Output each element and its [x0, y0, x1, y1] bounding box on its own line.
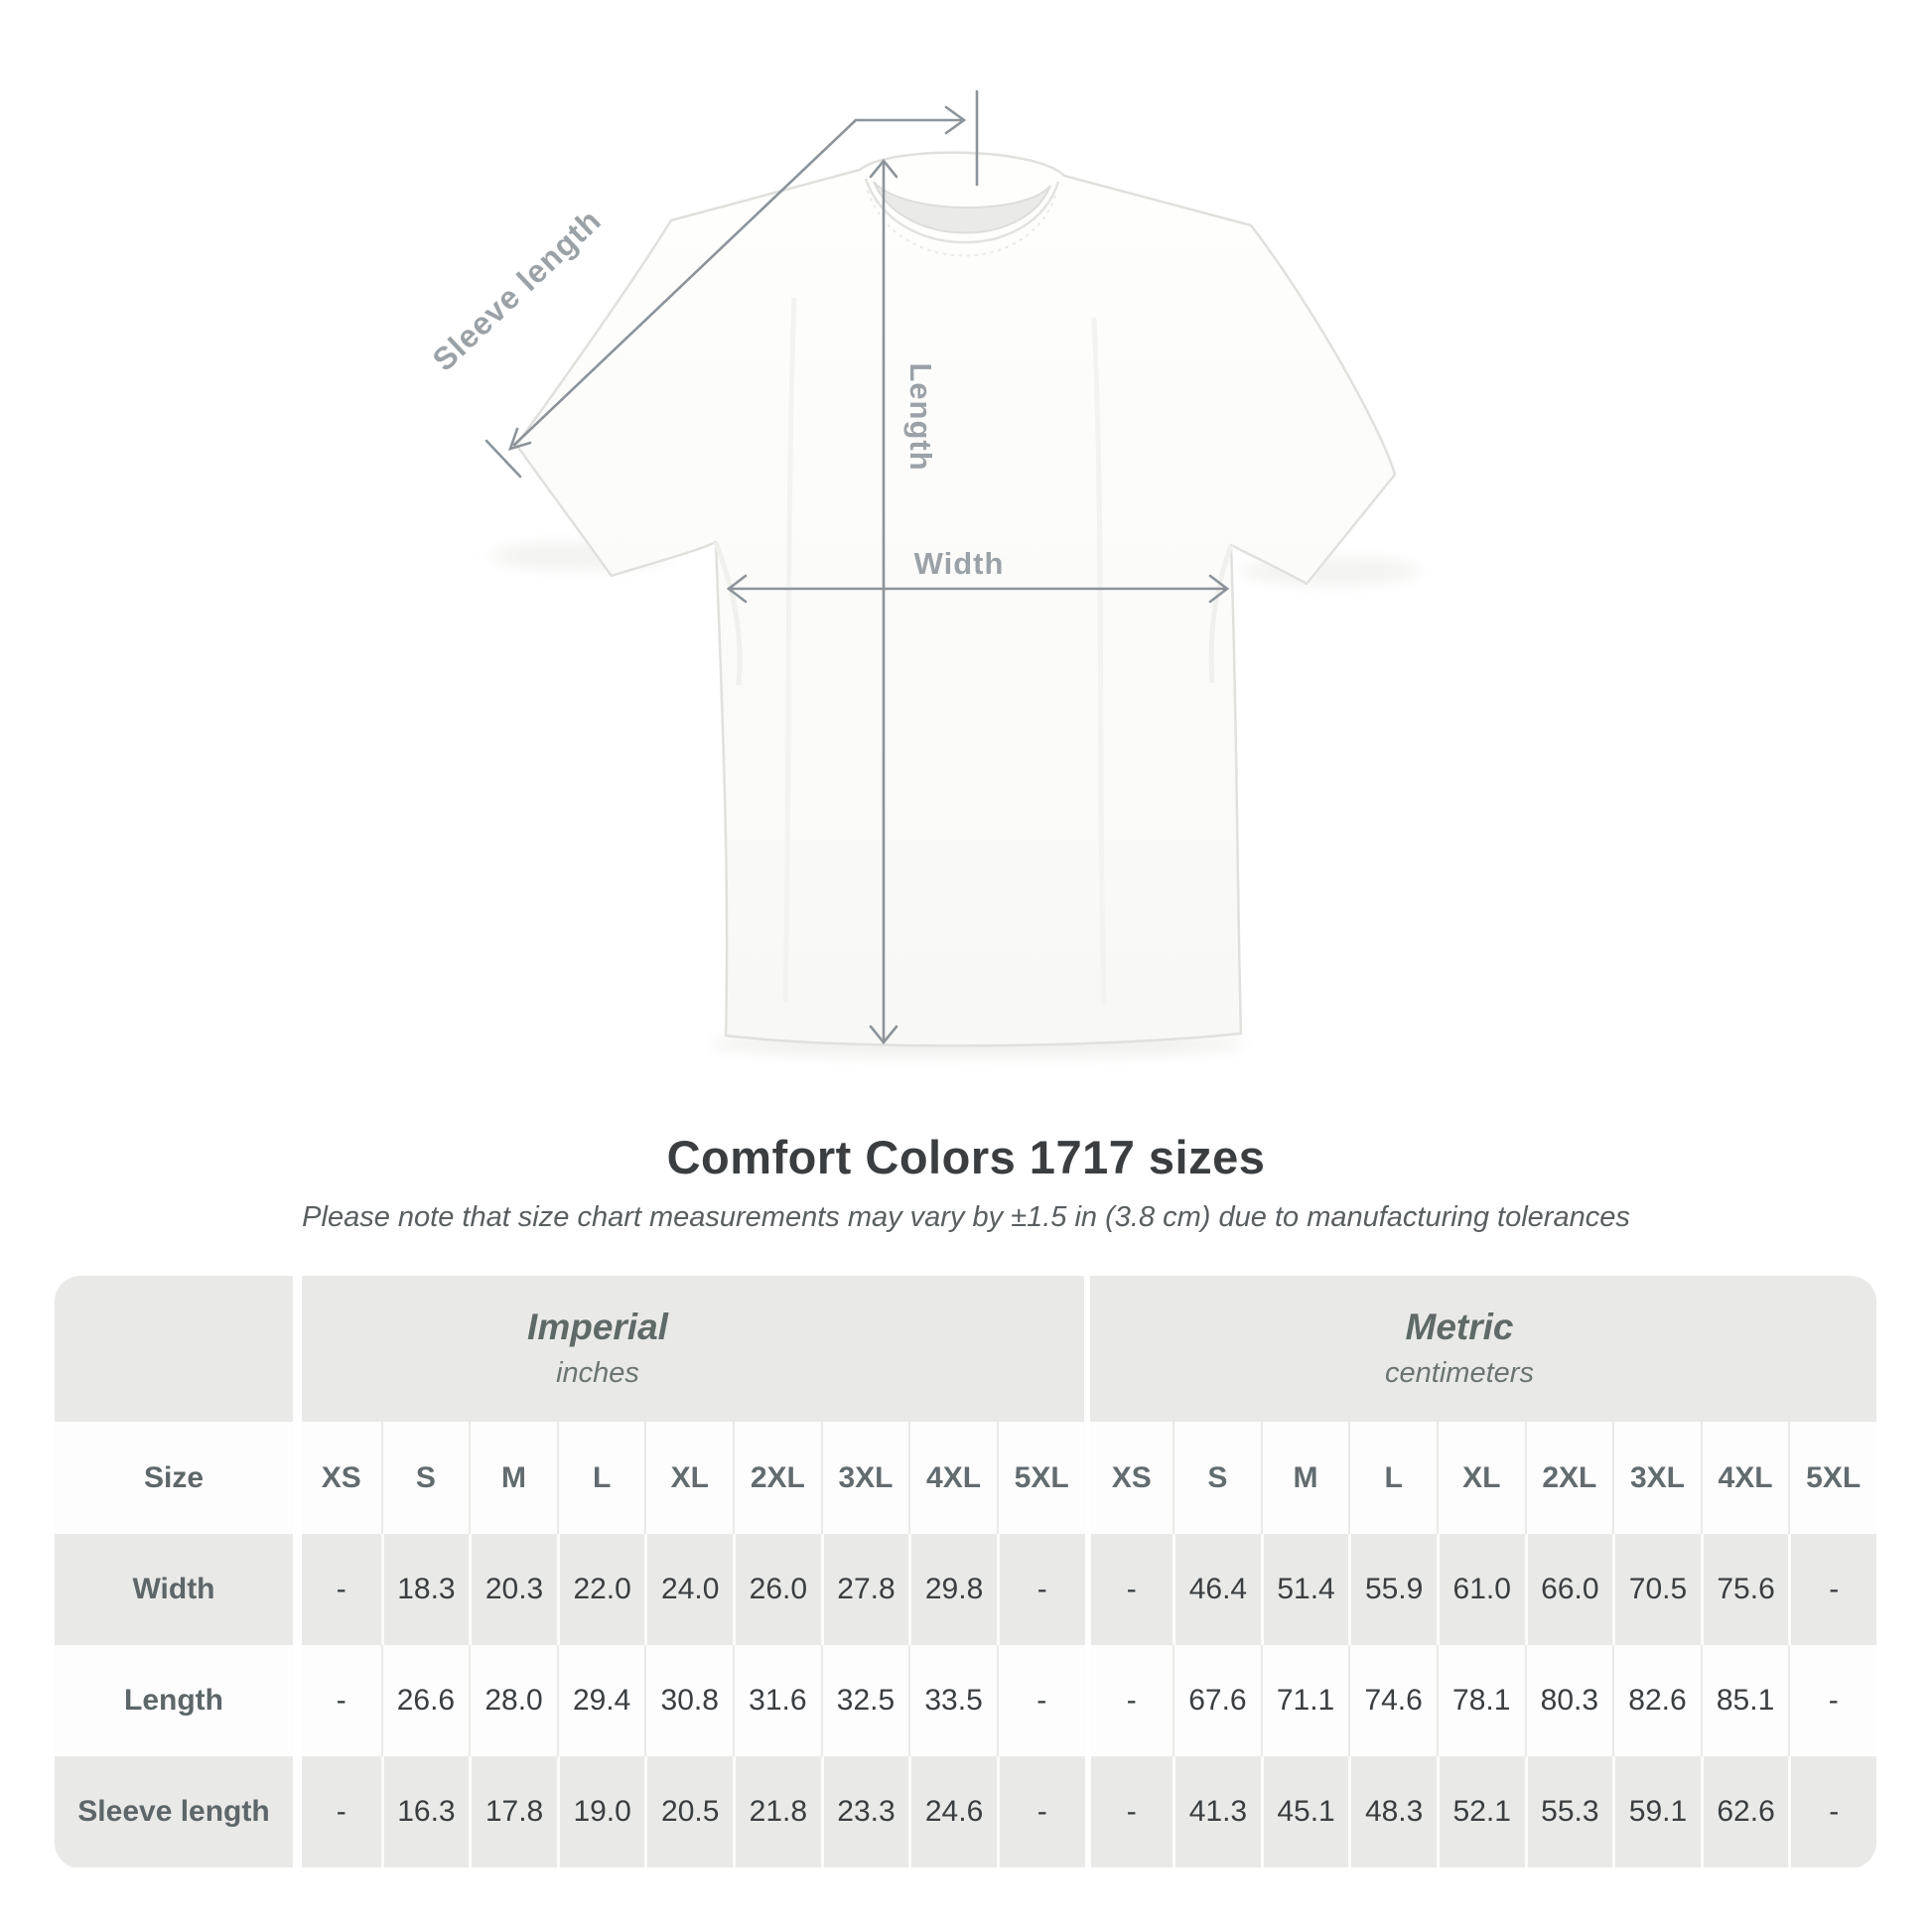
column-header-metric-2xl: 2XL: [1525, 1422, 1613, 1534]
column-header-imperial-l: L: [557, 1422, 645, 1534]
column-header-metric-xs: XS: [1085, 1422, 1173, 1534]
column-header-imperial-2xl: 2XL: [733, 1422, 821, 1534]
value-cell: 41.3: [1173, 1756, 1261, 1867]
value-cell: -: [1085, 1756, 1173, 1867]
width-label: Width: [913, 546, 1005, 581]
value-cell: 74.6: [1348, 1645, 1437, 1756]
value-cell: 33.5: [908, 1645, 997, 1756]
column-header-metric-3xl: 3XL: [1612, 1422, 1701, 1534]
column-header-metric-5xl: 5XL: [1788, 1422, 1876, 1534]
value-cell: 26.0: [733, 1534, 821, 1645]
row-label: Sleeve length: [77, 1795, 270, 1828]
column-header-imperial-4xl: 4XL: [908, 1422, 997, 1534]
value-cell: -: [293, 1534, 381, 1645]
column-header-imperial-s: S: [381, 1422, 470, 1534]
table-row-length: [55, 1645, 1876, 1756]
value-cell: 80.3: [1525, 1645, 1613, 1756]
value-cell: 26.6: [381, 1645, 470, 1756]
value-cell: 62.6: [1701, 1756, 1789, 1867]
table-row-sleeve-length: [55, 1756, 1876, 1867]
value-cell: 27.8: [821, 1534, 909, 1645]
value-cell: 55.9: [1348, 1534, 1437, 1645]
size-column-header: Size: [143, 1460, 205, 1494]
column-header-metric-4xl: 4XL: [1701, 1422, 1789, 1534]
imperial-label: Imperial: [527, 1306, 668, 1347]
value-cell: 55.3: [1525, 1756, 1613, 1867]
value-cell: 66.0: [1525, 1534, 1613, 1645]
value-cell: -: [1788, 1756, 1876, 1867]
value-cell: 78.1: [1437, 1645, 1525, 1756]
row-label: Length: [124, 1684, 223, 1717]
size-table: [55, 1276, 1876, 1868]
column-header-imperial-m: M: [469, 1422, 557, 1534]
metric-label: Metric: [1405, 1306, 1514, 1347]
value-cell: 22.0: [557, 1534, 645, 1645]
value-cell: -: [293, 1645, 381, 1756]
value-cell: 46.4: [1173, 1534, 1261, 1645]
unit-header-spacer: [55, 1276, 293, 1422]
value-cell: 18.3: [381, 1534, 470, 1645]
value-cell: -: [293, 1756, 381, 1867]
value-cell: 61.0: [1437, 1534, 1525, 1645]
value-cell: 30.8: [644, 1645, 733, 1756]
unit-header-row: [55, 1276, 1876, 1422]
column-header-imperial-3xl: 3XL: [821, 1422, 909, 1534]
value-cell: 24.0: [644, 1534, 733, 1645]
value-cell: 28.0: [469, 1645, 557, 1756]
imperial-header: [527, 1276, 668, 1422]
value-cell: 31.6: [733, 1645, 821, 1756]
imperial-unit-label: inches: [556, 1357, 639, 1390]
column-header-imperial-xs: XS: [293, 1422, 381, 1534]
column-header-metric-m: M: [1261, 1422, 1349, 1534]
value-cell: 75.6: [1701, 1534, 1789, 1645]
table-body: [55, 1534, 1876, 1867]
value-cell: 23.3: [821, 1756, 909, 1867]
column-header-metric-l: L: [1348, 1422, 1437, 1534]
value-cell: 45.1: [1261, 1756, 1349, 1867]
sleeve-length-label: Sleeve length: [425, 202, 609, 378]
value-cell: 85.1: [1701, 1645, 1789, 1756]
value-cell: 51.4: [1261, 1534, 1349, 1645]
column-header-imperial-5xl: 5XL: [997, 1422, 1085, 1534]
tshirt-graphic: [516, 153, 1395, 1046]
metric-header: [1385, 1276, 1534, 1422]
value-cell: 19.0: [557, 1756, 645, 1867]
value-cell: 16.3: [381, 1756, 470, 1867]
value-cell: 67.6: [1173, 1645, 1261, 1756]
length-label: Length: [903, 362, 938, 472]
value-cell: 48.3: [1348, 1756, 1437, 1867]
row-label: Width: [132, 1573, 215, 1605]
metric-unit-label: centimeters: [1385, 1357, 1534, 1390]
table-row-width: [55, 1534, 1876, 1645]
value-cell: 59.1: [1612, 1756, 1701, 1867]
value-cell: 71.1: [1261, 1645, 1349, 1756]
value-cell: -: [1085, 1645, 1173, 1756]
tolerance-note: Please note that size chart measurements may vary by ±1.5 in (3.8 cm) due to manufacturing tolerances: [302, 1201, 1630, 1233]
column-header-metric-s: S: [1173, 1422, 1261, 1534]
value-cell: -: [997, 1645, 1085, 1756]
value-cell: 52.1: [1437, 1756, 1525, 1867]
value-cell: -: [997, 1534, 1085, 1645]
value-cell: 82.6: [1612, 1645, 1701, 1756]
value-cell: 21.8: [733, 1756, 821, 1867]
value-cell: -: [1788, 1534, 1876, 1645]
imperial-header-block: [302, 1276, 1084, 1422]
column-header-metric-xl: XL: [1437, 1422, 1525, 1534]
value-cell: -: [997, 1756, 1085, 1867]
page-title: Comfort Colors 1717 sizes: [666, 1131, 1266, 1183]
value-cell: 20.3: [469, 1534, 557, 1645]
size-header-row: [55, 1422, 1876, 1534]
value-cell: 32.5: [821, 1645, 909, 1756]
value-cell: 29.4: [557, 1645, 645, 1756]
value-cell: -: [1085, 1534, 1173, 1645]
value-cell: 20.5: [644, 1756, 733, 1867]
value-cell: 17.8: [469, 1756, 557, 1867]
value-cell: 70.5: [1612, 1534, 1701, 1645]
column-header-imperial-xl: XL: [644, 1422, 733, 1534]
value-cell: -: [1788, 1645, 1876, 1756]
value-cell: 24.6: [908, 1756, 997, 1867]
value-cell: 29.8: [908, 1534, 997, 1645]
